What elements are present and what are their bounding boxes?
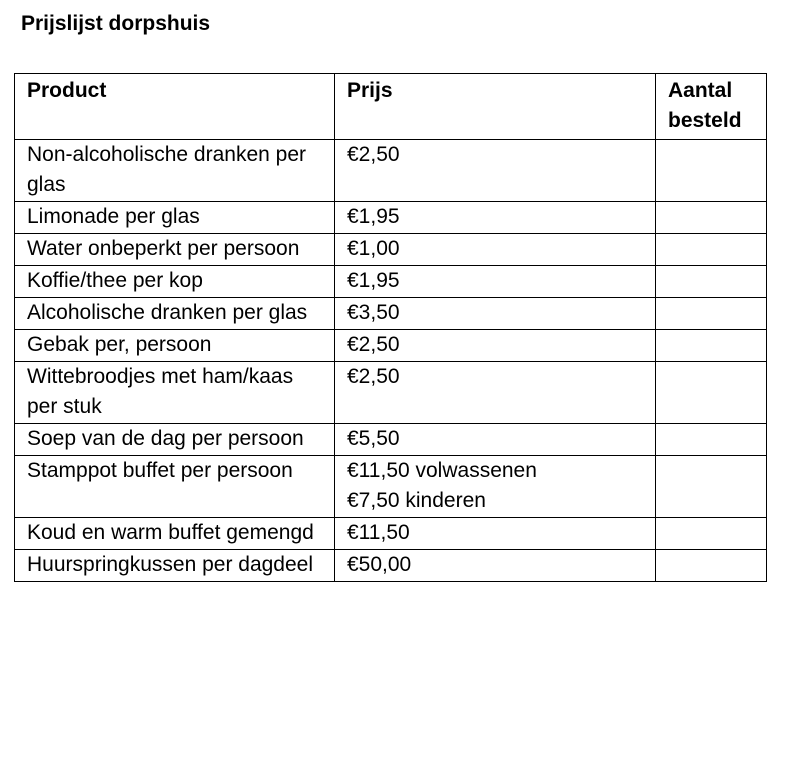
price-cell	[335, 362, 656, 424]
table-row	[15, 234, 767, 266]
table-header-row	[15, 74, 767, 140]
price-value: €1,00	[347, 237, 400, 260]
ordered-cell[interactable]	[656, 518, 767, 550]
ordered-cell[interactable]	[656, 234, 767, 266]
ordered-cell[interactable]	[656, 266, 767, 298]
price-value: €11,50 volwassenen	[347, 459, 537, 482]
price-value: €2,50	[347, 365, 400, 388]
ordered-cell[interactable]	[656, 330, 767, 362]
price-value: €50,00	[347, 553, 412, 576]
column-header-ordered	[656, 74, 767, 140]
price-value: €3,50	[347, 301, 400, 324]
table-row	[15, 518, 767, 550]
product-cell: Soep van de dag per persoon	[15, 424, 335, 456]
ordered-cell[interactable]	[656, 424, 767, 456]
price-value-secondary: €7,50 kinderen	[347, 489, 486, 512]
price-cell	[335, 424, 656, 456]
table-row	[15, 266, 767, 298]
ordered-cell[interactable]	[656, 298, 767, 330]
price-value: €1,95	[347, 205, 400, 228]
price-value: €2,50	[347, 333, 400, 356]
product-cell: Non-alcoholische dranken per glas	[15, 140, 335, 202]
table-row	[15, 362, 767, 424]
price-cell	[335, 140, 656, 202]
price-cell	[335, 330, 656, 362]
table-row	[15, 456, 767, 518]
column-header-price: Prijs	[335, 74, 656, 140]
table-row	[15, 424, 767, 456]
table-row	[15, 298, 767, 330]
product-cell: Limonade per glas	[15, 202, 335, 234]
product-cell: Wittebroodjes met ham/kaas per stuk	[15, 362, 335, 424]
price-cell	[335, 298, 656, 330]
price-value: €1,95	[347, 269, 400, 292]
product-cell: Huurspringkussen per dagdeel	[15, 550, 335, 582]
price-cell	[335, 202, 656, 234]
ordered-cell[interactable]	[656, 456, 767, 518]
price-cell	[335, 266, 656, 298]
table-row	[15, 330, 767, 362]
product-cell: Koud en warm buffet gemengd	[15, 518, 335, 550]
price-value: €5,50	[347, 427, 400, 450]
price-cell	[335, 518, 656, 550]
table-row	[15, 140, 767, 202]
price-cell	[335, 456, 656, 518]
product-cell: Koffie/thee per kop	[15, 266, 335, 298]
price-cell	[335, 234, 656, 266]
product-cell: Alcoholische dranken per glas	[15, 298, 335, 330]
ordered-cell[interactable]	[656, 362, 767, 424]
price-value: €2,50	[347, 143, 400, 166]
product-cell: Stamppot buffet per persoon	[15, 456, 335, 518]
price-value: €11,50	[347, 521, 410, 544]
table-row	[15, 202, 767, 234]
table-row	[15, 550, 767, 582]
column-header-product: Product	[15, 74, 335, 140]
column-header-ordered-line2: besteld	[668, 109, 742, 132]
ordered-cell[interactable]	[656, 550, 767, 582]
product-cell: Water onbeperkt per persoon	[15, 234, 335, 266]
page-title: Prijslijst dorpshuis	[21, 12, 211, 35]
ordered-cell[interactable]	[656, 140, 767, 202]
column-header-ordered-line1: Aantal	[668, 79, 733, 102]
price-cell	[335, 550, 656, 582]
ordered-cell[interactable]	[656, 202, 767, 234]
price-table	[14, 73, 767, 582]
product-cell: Gebak per, persoon	[15, 330, 335, 362]
